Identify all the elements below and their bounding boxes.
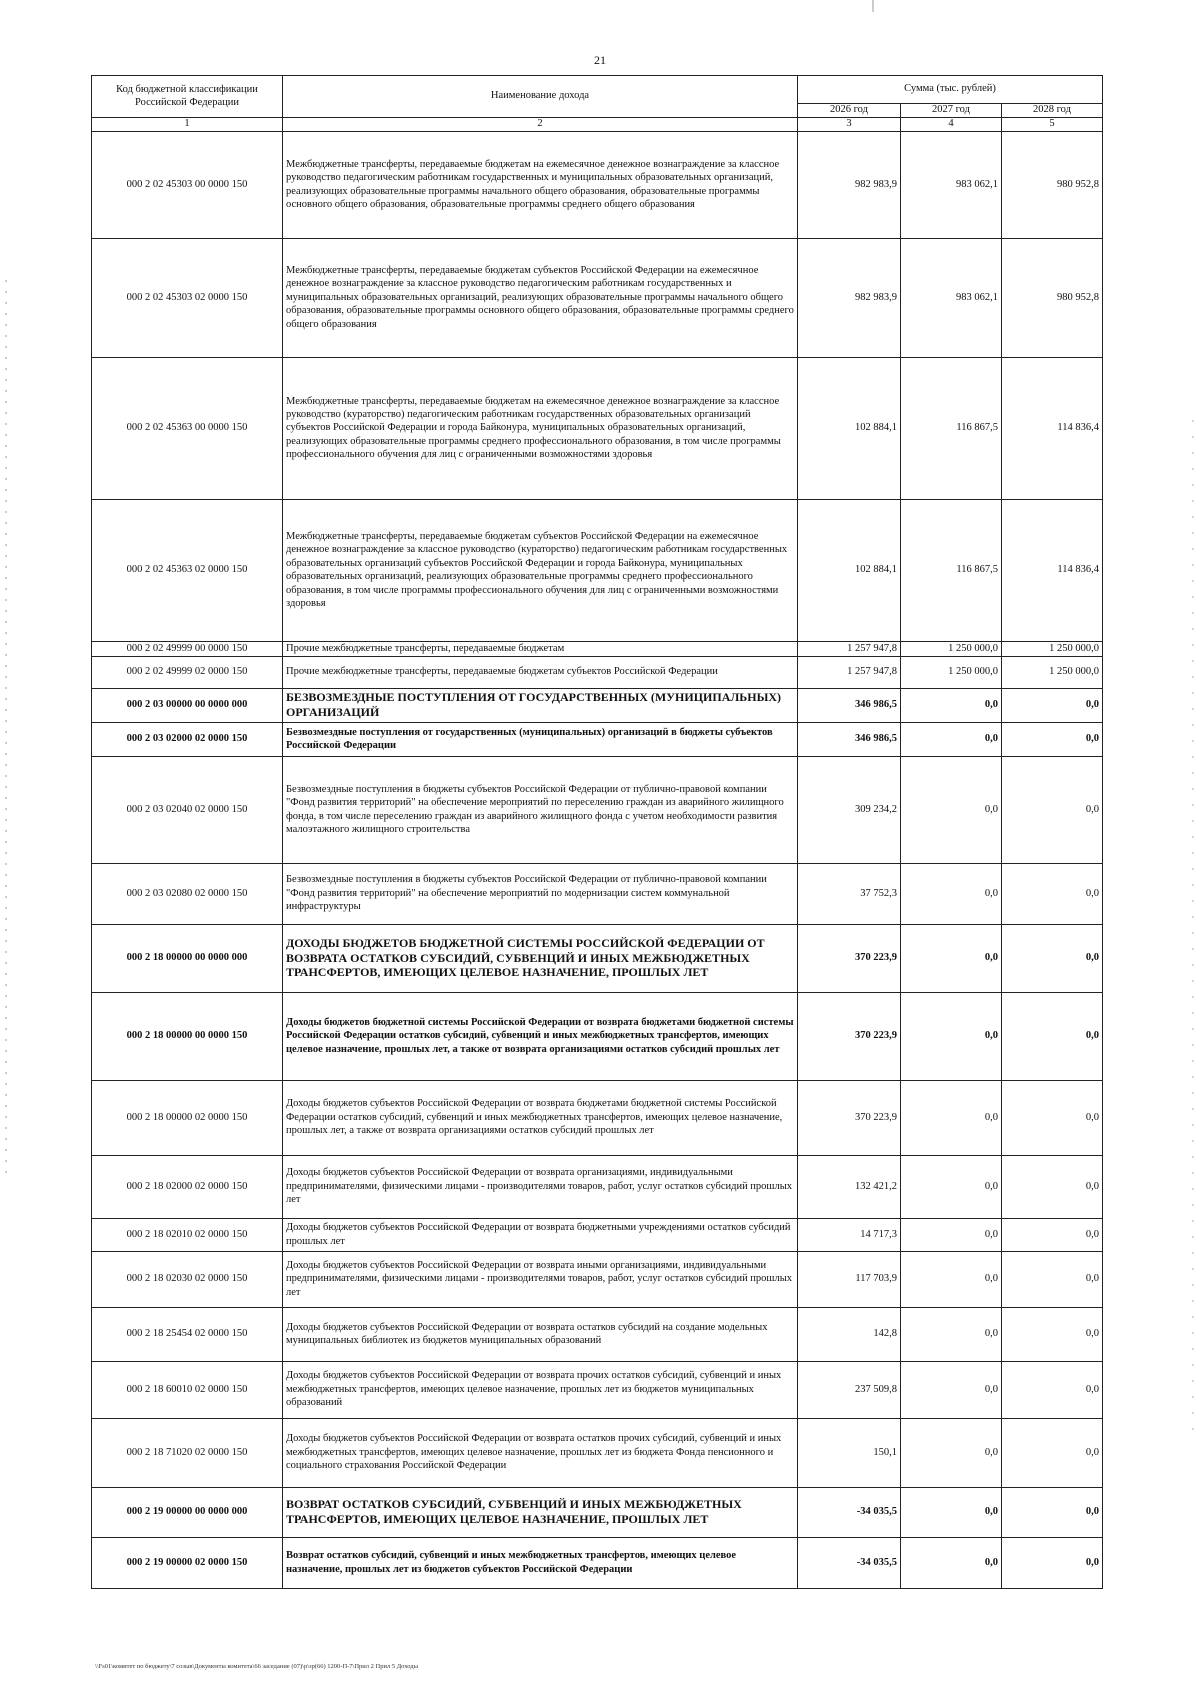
- row-value-2026: 982 983,9: [798, 238, 901, 357]
- table-row: [92, 992, 1103, 1080]
- row-value-2028: 1 250 000,0: [1002, 641, 1103, 656]
- row-value-2027: 0,0: [901, 992, 1002, 1080]
- table-row: [92, 131, 1103, 238]
- row-value-2026: 346 986,5: [798, 722, 901, 756]
- row-value-2027: 0,0: [901, 1537, 1002, 1588]
- row-value-2026: 346 986,5: [798, 688, 901, 722]
- table-row: [92, 1537, 1103, 1588]
- row-name: ВОЗВРАТ ОСТАТКОВ СУБСИДИЙ, СУБВЕНЦИЙ И ИНЫХ МЕЖБЮДЖЕТНЫХ ТРАНСФЕРТОВ, ИМЕЮЩИХ ЦЕЛЕВОЕ НАЗНАЧЕНИЕ, ПРОШЛЫХ ЛЕТ: [283, 1487, 798, 1537]
- table-row: [92, 1487, 1103, 1537]
- row-code: 000 2 03 02080 02 0000 150: [92, 863, 283, 924]
- budget-income-table: [91, 75, 1103, 1589]
- header-name: Наименование дохода: [283, 76, 798, 118]
- row-value-2026: 1 257 947,8: [798, 641, 901, 656]
- row-value-2028: 0,0: [1002, 1487, 1103, 1537]
- table-row: [92, 722, 1103, 756]
- row-value-2027: 1 250 000,0: [901, 641, 1002, 656]
- row-name: Прочие межбюджетные трансферты, передаваемые бюджетам субъектов Российской Федерации: [283, 656, 798, 688]
- row-name: Межбюджетные трансферты, передаваемые бюджетам на ежемесячное денежное вознаграждение за классное руководство (кураторство) педагогическим работникам государственных образовательных организаций субъектов Российской Федерации и города Байконура, муниципальных образовательных организаций, реализующих образовательные программы среднего профессионального образования, в том числе программы профессионального обучения для лиц с ограниченными возможностями здоровья: [283, 357, 798, 499]
- row-value-2026: 150,1: [798, 1418, 901, 1487]
- row-value-2028: 0,0: [1002, 722, 1103, 756]
- row-code: 000 2 19 00000 00 0000 000: [92, 1487, 283, 1537]
- row-name: Доходы бюджетов субъектов Российской Федерации от возврата остатков прочих субсидий, субвенций и иных межбюджетных трансфертов, имеющих целевое назначение, прошлых лет из бюджета Фонда пенсионного и социального страхования Российской Федерации: [283, 1418, 798, 1487]
- row-value-2027: 983 062,1: [901, 238, 1002, 357]
- table-header: [92, 76, 1103, 132]
- row-value-2026: -34 035,5: [798, 1537, 901, 1588]
- row-code: 000 2 03 00000 00 0000 000: [92, 688, 283, 722]
- row-code: 000 2 19 00000 02 0000 150: [92, 1537, 283, 1588]
- row-value-2026: 37 752,3: [798, 863, 901, 924]
- row-code: 000 2 03 02000 02 0000 150: [92, 722, 283, 756]
- row-value-2028: 0,0: [1002, 1537, 1103, 1588]
- table-row: [92, 1361, 1103, 1418]
- row-value-2028: 980 952,8: [1002, 131, 1103, 238]
- row-name: Доходы бюджетов субъектов Российской Федерации от возврата организациями, индивидуальными предпринимателями, физическими лицами - производителями товаров, работ, услуг остатков субсидий прошлых лет: [283, 1155, 798, 1218]
- row-value-2028: 0,0: [1002, 1361, 1103, 1418]
- row-value-2026: 370 223,9: [798, 992, 901, 1080]
- row-value-2028: 0,0: [1002, 1307, 1103, 1361]
- row-name: Возврат остатков субсидий, субвенций и иных межбюджетных трансфертов, имеющих целевое назначение, прошлых лет из бюджетов субъектов Российской Федерации: [283, 1537, 798, 1588]
- row-value-2026: 309 234,2: [798, 756, 901, 863]
- table-row: [92, 924, 1103, 992]
- row-code: 000 2 02 49999 02 0000 150: [92, 656, 283, 688]
- table-row: [92, 641, 1103, 656]
- row-value-2028: 0,0: [1002, 992, 1103, 1080]
- row-value-2027: 0,0: [901, 863, 1002, 924]
- row-value-2027: 0,0: [901, 1218, 1002, 1251]
- header-colnum-2: 2: [283, 118, 798, 132]
- row-value-2027: 0,0: [901, 722, 1002, 756]
- row-name: Межбюджетные трансферты, передаваемые бюджетам субъектов Российской Федерации на ежемесячное денежное вознаграждение за классное руководство (кураторство) педагогическим работникам государственных образовательных организаций субъектов Российской Федерации и города Байконура, муниципальных образовательных организаций, реализующих образовательные программы среднего профессионального образования, в том числе программы профессионального обучения для лиц с ограниченными возможностями здоровья: [283, 499, 798, 641]
- row-code: 000 2 02 45303 00 0000 150: [92, 131, 283, 238]
- row-code: 000 2 18 00000 00 0000 000: [92, 924, 283, 992]
- row-name: Доходы бюджетов бюджетной системы Российской Федерации от возврата бюджетами бюджетной системы Российской Федерации остатков субсидий, субвенций и иных межбюджетных трансфертов, имеющих целевое назначение, прошлых лет, а также от возврата организациями остатков субсидий прошлых лет: [283, 992, 798, 1080]
- row-name: Доходы бюджетов субъектов Российской Федерации от возврата прочих остатков субсидий, субвенций и иных межбюджетных трансфертов, имеющих целевое назначение, прошлых лет из бюджетов муниципальных образований: [283, 1361, 798, 1418]
- row-value-2027: 983 062,1: [901, 131, 1002, 238]
- header-colnum-5: 5: [1002, 118, 1103, 132]
- header-sum: Сумма (тыс. рублей): [798, 76, 1103, 104]
- row-value-2027: 0,0: [901, 1307, 1002, 1361]
- row-code: 000 2 02 49999 00 0000 150: [92, 641, 283, 656]
- table-row: [92, 688, 1103, 722]
- row-value-2027: 0,0: [901, 1155, 1002, 1218]
- row-value-2026: 102 884,1: [798, 499, 901, 641]
- row-value-2028: 1 250 000,0: [1002, 656, 1103, 688]
- row-name: Межбюджетные трансферты, передаваемые бюджетам субъектов Российской Федерации на ежемесячное денежное вознаграждение за классное руководство педагогическим работникам государственных и муниципальных образовательных организаций, реализующих образовательные программы начального общего образования, образовательные программы основного общего образования, образовательные программы среднего общего образования: [283, 238, 798, 357]
- row-value-2026: -34 035,5: [798, 1487, 901, 1537]
- table-row: [92, 1307, 1103, 1361]
- row-value-2028: 0,0: [1002, 1218, 1103, 1251]
- table-row: [92, 863, 1103, 924]
- footer-file-path: \\Fs01\комитет по бюджету\7 созыв\Документы комитета\66 заседание (07)\р\зр(66) 1200-П-7\Прил 2 Прил 5 Доходы: [95, 1663, 418, 1670]
- row-value-2028: 0,0: [1002, 924, 1103, 992]
- row-value-2026: 132 421,2: [798, 1155, 901, 1218]
- row-code: 000 2 18 71020 02 0000 150: [92, 1418, 283, 1487]
- row-name: Доходы бюджетов субъектов Российской Федерации от возврата иными организациями, индивидуальными предпринимателями, физическими лицами - производителями товаров, работ, услуг остатков субсидий прошлых лет: [283, 1251, 798, 1307]
- row-code: 000 2 18 25454 02 0000 150: [92, 1307, 283, 1361]
- row-value-2027: 0,0: [901, 1487, 1002, 1537]
- row-value-2027: 0,0: [901, 756, 1002, 863]
- header-year-2026: 2026 год: [798, 104, 901, 118]
- row-value-2026: 1 257 947,8: [798, 656, 901, 688]
- row-code: 000 2 02 45363 02 0000 150: [92, 499, 283, 641]
- row-code: 000 2 18 02030 02 0000 150: [92, 1251, 283, 1307]
- row-name: Прочие межбюджетные трансферты, передаваемые бюджетам: [283, 641, 798, 656]
- row-code: 000 2 02 45303 02 0000 150: [92, 238, 283, 357]
- table-row: [92, 499, 1103, 641]
- row-value-2027: 0,0: [901, 688, 1002, 722]
- table-row: [92, 357, 1103, 499]
- row-value-2028: 0,0: [1002, 1418, 1103, 1487]
- table-row: [92, 1218, 1103, 1251]
- row-name: Безвозмездные поступления в бюджеты субъектов Российской Федерации от публично-правовой компании "Фонд развития территорий" на обеспечение мероприятий по модернизации систем коммунальной инфраструктуры: [283, 863, 798, 924]
- row-value-2027: 0,0: [901, 1080, 1002, 1155]
- row-value-2026: 142,8: [798, 1307, 901, 1361]
- row-value-2028: 0,0: [1002, 1251, 1103, 1307]
- table-row: [92, 238, 1103, 357]
- row-code: 000 2 18 00000 02 0000 150: [92, 1080, 283, 1155]
- row-code: 000 2 03 02040 02 0000 150: [92, 756, 283, 863]
- row-value-2026: 14 717,3: [798, 1218, 901, 1251]
- row-code: 000 2 18 02000 02 0000 150: [92, 1155, 283, 1218]
- row-value-2028: 980 952,8: [1002, 238, 1103, 357]
- row-name: БЕЗВОЗМЕЗДНЫЕ ПОСТУПЛЕНИЯ ОТ ГОСУДАРСТВЕННЫХ (МУНИЦИПАЛЬНЫХ) ОРГАНИЗАЦИЙ: [283, 688, 798, 722]
- row-code: 000 2 18 00000 00 0000 150: [92, 992, 283, 1080]
- row-name: Доходы бюджетов субъектов Российской Федерации от возврата бюджетными учреждениями остатков субсидий прошлых лет: [283, 1218, 798, 1251]
- row-value-2028: 0,0: [1002, 688, 1103, 722]
- row-value-2027: 0,0: [901, 1251, 1002, 1307]
- table-row: [92, 656, 1103, 688]
- row-value-2026: 237 509,8: [798, 1361, 901, 1418]
- row-value-2028: 0,0: [1002, 1155, 1103, 1218]
- header-year-2028: 2028 год: [1002, 104, 1103, 118]
- table-row: [92, 756, 1103, 863]
- row-value-2027: 0,0: [901, 1361, 1002, 1418]
- row-value-2027: 116 867,5: [901, 357, 1002, 499]
- row-value-2028: 114 836,4: [1002, 499, 1103, 641]
- row-value-2028: 0,0: [1002, 1080, 1103, 1155]
- row-value-2027: 1 250 000,0: [901, 656, 1002, 688]
- header-colnum-3: 3: [798, 118, 901, 132]
- row-value-2028: 0,0: [1002, 756, 1103, 863]
- row-value-2028: 0,0: [1002, 863, 1103, 924]
- header-colnum-4: 4: [901, 118, 1002, 132]
- row-value-2026: 102 884,1: [798, 357, 901, 499]
- row-value-2027: 116 867,5: [901, 499, 1002, 641]
- row-code: 000 2 18 60010 02 0000 150: [92, 1361, 283, 1418]
- row-value-2026: 370 223,9: [798, 924, 901, 992]
- row-value-2026: 117 703,9: [798, 1251, 901, 1307]
- row-name: Межбюджетные трансферты, передаваемые бюджетам на ежемесячное денежное вознаграждение за классное руководство педагогическим работникам государственных и муниципальных образовательных организаций, реализующих образовательные программы начального общего образования, образовательные программы основного общего образования, образовательные программы среднего общего образования: [283, 131, 798, 238]
- row-value-2028: 114 836,4: [1002, 357, 1103, 499]
- row-name: ДОХОДЫ БЮДЖЕТОВ БЮДЖЕТНОЙ СИСТЕМЫ РОССИЙСКОЙ ФЕДЕРАЦИИ ОТ ВОЗВРАТА ОСТАТКОВ СУБСИДИЙ, СУБВЕНЦИЙ И ИНЫХ МЕЖБЮДЖЕТНЫХ ТРАНСФЕРТОВ, ИМЕЮЩИХ ЦЕЛЕВОЕ НАЗНАЧЕНИЕ, ПРОШЛЫХ ЛЕТ: [283, 924, 798, 992]
- row-name: Доходы бюджетов субъектов Российской Федерации от возврата остатков субсидий на создание модельных муниципальных библиотек из бюджетов муниципальных образований: [283, 1307, 798, 1361]
- table-row: [92, 1418, 1103, 1487]
- row-value-2027: 0,0: [901, 1418, 1002, 1487]
- header-year-2027: 2027 год: [901, 104, 1002, 118]
- row-code: 000 2 02 45363 00 0000 150: [92, 357, 283, 499]
- header-colnum-1: 1: [92, 118, 283, 132]
- header-code: Код бюджетной классификации Российской Федерации: [92, 76, 283, 118]
- row-name: Безвозмездные поступления от государственных (муниципальных) организаций в бюджеты субъектов Российской Федерации: [283, 722, 798, 756]
- row-value-2026: 982 983,9: [798, 131, 901, 238]
- table-row: [92, 1251, 1103, 1307]
- row-code: 000 2 18 02010 02 0000 150: [92, 1218, 283, 1251]
- table-body: [92, 131, 1103, 1588]
- row-value-2026: 370 223,9: [798, 1080, 901, 1155]
- table-row: [92, 1080, 1103, 1155]
- row-name: Доходы бюджетов субъектов Российской Федерации от возврата бюджетами бюджетной системы Российской Федерации остатков субсидий, субвенций и иных межбюджетных трансфертов, имеющих целевое назначение, прошлых лет, а также от возврата организациями остатков субсидий прошлых лет: [283, 1080, 798, 1155]
- row-value-2027: 0,0: [901, 924, 1002, 992]
- row-name: Безвозмездные поступления в бюджеты субъектов Российской Федерации от публично-правовой компании "Фонд развития территорий" на обеспечение мероприятий по переселению граждан из аварийного жилищного фонда, в том числе переселению граждан из аварийного жилищного фонда с учетом необходимости развития малоэтажного жилищного строительства: [283, 756, 798, 863]
- page-number: 21: [594, 53, 606, 67]
- table-row: [92, 1155, 1103, 1218]
